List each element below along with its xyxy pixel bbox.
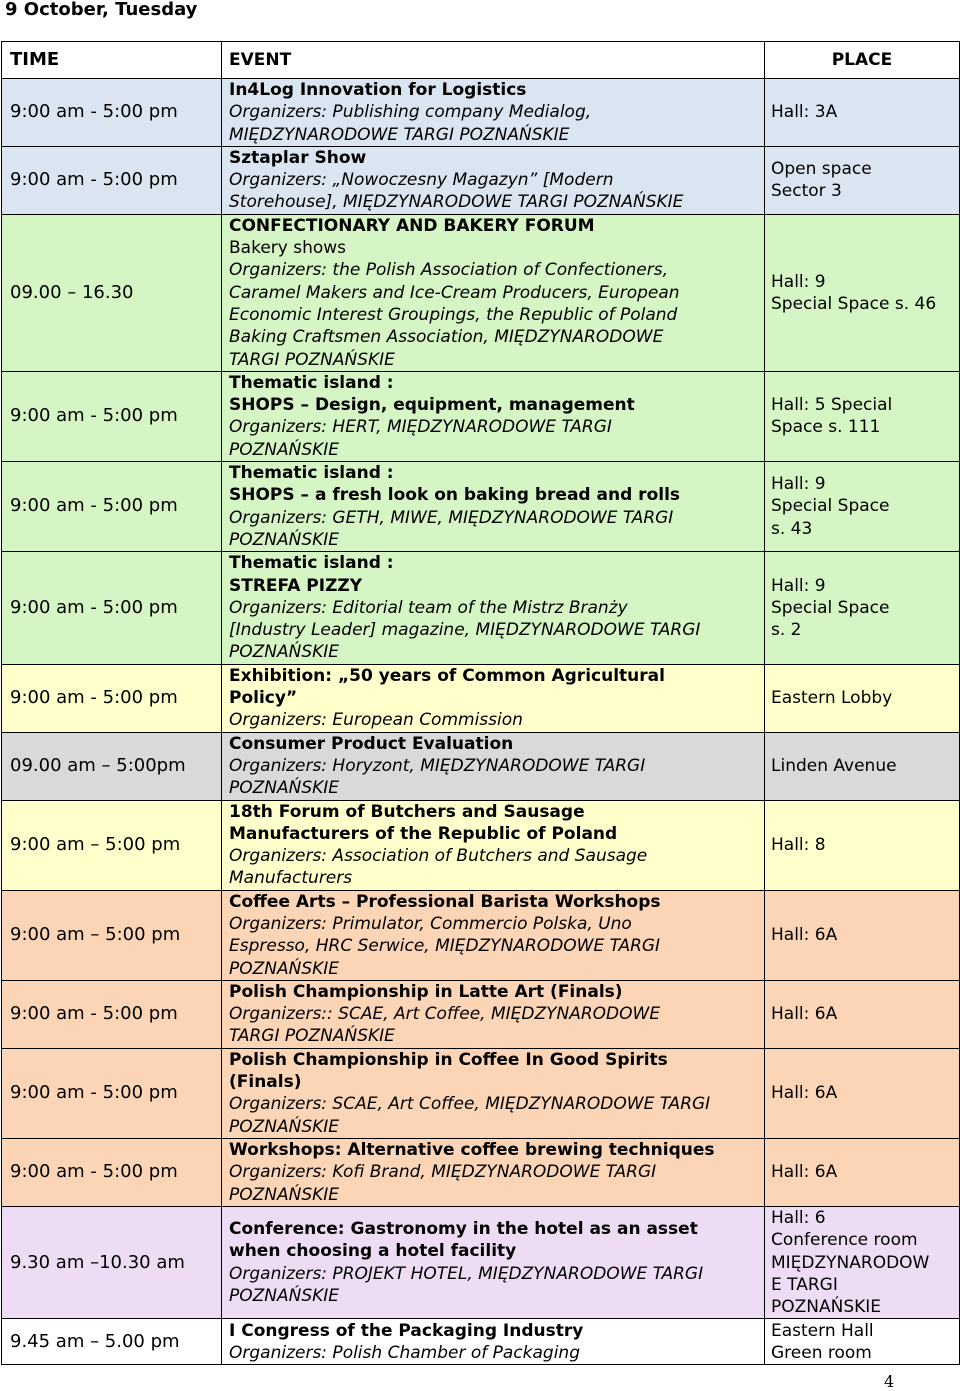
event-place bbox=[765, 890, 960, 980]
event-place bbox=[765, 664, 960, 732]
place-line: Eastern Hall bbox=[771, 1320, 874, 1341]
event-detail-line: Organizers: Association of Butchers and Sausage bbox=[229, 846, 648, 867]
event-detail-line: Organizers: SCAE, Art Coffee, MIĘDZYNARODOWE TARGI bbox=[229, 1094, 711, 1115]
event-detail-line: Organizers: „Nowoczesny Magazyn” [Modern bbox=[229, 170, 614, 191]
table-row bbox=[2, 371, 960, 461]
event-time: 9:00 am - 5:00 pm bbox=[2, 146, 222, 214]
header-event: EVENT bbox=[222, 42, 765, 79]
place-line: Special Space s. 46 bbox=[771, 293, 937, 314]
event-detail-line: Manufacturers bbox=[229, 868, 353, 889]
table-row bbox=[2, 664, 960, 732]
event-time: 9:00 am - 5:00 pm bbox=[2, 462, 222, 552]
event-time: 9:00 am - 5:00 pm bbox=[2, 371, 222, 461]
place-line: Hall: 6A bbox=[771, 1004, 838, 1025]
event-detail-line: when choosing a hotel facility bbox=[229, 1241, 517, 1262]
place-line: Hall: 9 bbox=[771, 474, 826, 495]
event-title-line: Conference: Gastronomy in the hotel as an asset bbox=[229, 1219, 698, 1240]
event-detail-line: Organizers:: SCAE, Art Coffee, MIĘDZYNARODOWE bbox=[229, 1004, 661, 1025]
table-row bbox=[2, 890, 960, 980]
event-detail-line: Organizers: Editorial team of the Mistrz Branży bbox=[229, 597, 628, 618]
place-line: Hall: 6A bbox=[771, 1083, 838, 1104]
event-detail-line: Baking Craftsmen Association, MIĘDZYNARODOWE bbox=[229, 327, 664, 348]
event-title-line: Exhibition: „50 years of Common Agricultural bbox=[229, 665, 665, 686]
event-detail-line: POZNAŃSKIE bbox=[229, 439, 340, 460]
table-header-row bbox=[2, 42, 960, 79]
event-title-line: Polish Championship in Coffee In Good Spirits bbox=[229, 1049, 668, 1070]
event-detail-line: POZNAŃSKIE bbox=[229, 529, 340, 550]
event-time: 9:00 am - 5:00 pm bbox=[2, 1138, 222, 1206]
event-cell bbox=[222, 371, 765, 461]
table-row bbox=[2, 732, 960, 800]
event-cell bbox=[222, 890, 765, 980]
event-time: 9.30 am –10.30 am bbox=[2, 1206, 222, 1318]
event-title-line: Workshops: Alternative coffee brewing techniques bbox=[229, 1140, 715, 1160]
event-title-line: Coffee Arts – Professional Barista Workshops bbox=[229, 891, 661, 912]
event-cell bbox=[222, 1138, 765, 1206]
event-cell bbox=[222, 1319, 765, 1365]
table-row bbox=[2, 214, 960, 371]
place-line: POZNAŃSKIE bbox=[771, 1297, 882, 1318]
event-time: 09.00 – 16.30 bbox=[2, 214, 222, 371]
schedule-table bbox=[1, 41, 960, 1365]
event-cell bbox=[222, 552, 765, 664]
event-detail-line: Organizers: Primulator, Commercio Polska, Uno bbox=[229, 913, 632, 934]
event-time: 09.00 am – 5:00pm bbox=[2, 732, 222, 800]
event-place bbox=[765, 371, 960, 461]
event-place bbox=[765, 1319, 960, 1365]
event-place bbox=[765, 462, 960, 552]
place-line: MIĘDZYNARODOW bbox=[771, 1252, 930, 1273]
place-line: Conference room bbox=[771, 1230, 918, 1251]
place-line: Hall: 6 bbox=[771, 1207, 826, 1228]
event-detail-line: Bakery shows bbox=[229, 238, 347, 259]
place-line: Special Space bbox=[771, 597, 890, 618]
event-detail-line: Caramel Makers and Ice-Cream Producers, European bbox=[229, 282, 680, 303]
event-place bbox=[765, 79, 960, 147]
event-detail-line: SHOPS – a fresh look on baking bread and rolls bbox=[229, 485, 681, 506]
event-title-line: CONFECTIONARY AND BAKERY FORUM bbox=[229, 215, 595, 236]
event-title-line: In4Log Innovation for Logistics bbox=[229, 80, 527, 100]
event-detail-line: Organizers: PROJEKT HOTEL, MIĘDZYNARODOWE TARGI bbox=[229, 1263, 704, 1284]
event-detail-line: Storehouse], MIĘDZYNARODOWE TARGI POZNAŃSKIE bbox=[229, 192, 684, 213]
event-title-line: Thematic island : bbox=[229, 553, 394, 574]
event-detail-line: Espresso, HRC Serwice, MIĘDZYNARODOWE TARGI bbox=[229, 936, 661, 957]
table-row bbox=[2, 1319, 960, 1365]
event-detail-line: POZNAŃSKIE bbox=[229, 642, 340, 663]
place-line: Hall: 5 Special bbox=[771, 395, 893, 416]
event-detail-line: POZNAŃSKIE bbox=[229, 1116, 340, 1137]
table-row bbox=[2, 146, 960, 214]
event-detail-line: POZNAŃSKIE bbox=[229, 778, 340, 799]
place-line: Special Space bbox=[771, 496, 890, 517]
event-time: 9:00 am - 5:00 pm bbox=[2, 79, 222, 147]
table-row bbox=[2, 1048, 960, 1138]
event-time: 9:00 am - 5:00 pm bbox=[2, 1048, 222, 1138]
event-title-line: Consumer Product Evaluation bbox=[229, 733, 514, 754]
event-detail-line: Organizers: Kofi Brand, MIĘDZYNARODOWE TARGI bbox=[229, 1162, 657, 1183]
place-line: Hall: 8 bbox=[771, 834, 826, 855]
day-title: 9 October, Tuesday bbox=[5, 0, 198, 20]
event-detail-line: TARGI POZNAŃSKIE bbox=[229, 1026, 395, 1047]
place-line: E TARGI bbox=[771, 1274, 838, 1295]
event-cell bbox=[222, 79, 765, 147]
event-detail-line: Organizers: Horyzont, MIĘDZYNARODOWE TARGI bbox=[229, 755, 646, 776]
event-cell bbox=[222, 214, 765, 371]
event-detail-line: Organizers: HERT, MIĘDZYNARODOWE TARGI bbox=[229, 417, 612, 438]
event-detail-line: SHOPS – Design, equipment, management bbox=[229, 395, 635, 416]
event-detail-line: Policy” bbox=[229, 688, 298, 709]
event-time: 9:00 am - 5:00 pm bbox=[2, 552, 222, 664]
place-line: Green room bbox=[771, 1342, 872, 1363]
event-detail-line: Economic Interest Groupings, the Republic of Poland bbox=[229, 304, 678, 325]
table-row bbox=[2, 552, 960, 664]
event-detail-line: POZNAŃSKIE bbox=[229, 1184, 340, 1205]
table-row bbox=[2, 980, 960, 1048]
place-line: Eastern Lobby bbox=[771, 688, 893, 709]
event-place bbox=[765, 1048, 960, 1138]
event-cell bbox=[222, 732, 765, 800]
event-place bbox=[765, 214, 960, 371]
event-cell bbox=[222, 146, 765, 214]
event-detail-line: Organizers: GETH, MIWE, MIĘDZYNARODOWE TARGI bbox=[229, 507, 674, 528]
event-cell bbox=[222, 1206, 765, 1318]
place-line: Hall: 9 bbox=[771, 575, 826, 596]
event-detail-line: POZNAŃSKIE bbox=[229, 1285, 340, 1306]
event-title-line: Polish Championship in Latte Art (Finals) bbox=[229, 981, 623, 1002]
event-place bbox=[765, 146, 960, 214]
event-title-line: Sztaplar Show bbox=[229, 147, 367, 168]
table-row bbox=[2, 79, 960, 147]
event-detail-line: Organizers: European Commission bbox=[229, 710, 523, 731]
table-row bbox=[2, 1138, 960, 1206]
place-line: s. 2 bbox=[771, 620, 802, 641]
event-title-line: 18th Forum of Butchers and Sausage bbox=[229, 801, 585, 822]
event-detail-line: STREFA PIZZY bbox=[229, 575, 363, 596]
event-place bbox=[765, 552, 960, 664]
event-time: 9:00 am - 5:00 pm bbox=[2, 980, 222, 1048]
event-detail-line: [Industry Leader] magazine, MIĘDZYNARODOWE TARGI bbox=[229, 620, 701, 641]
event-time: 9:00 am – 5:00 pm bbox=[2, 890, 222, 980]
event-detail-line: (Finals) bbox=[229, 1072, 302, 1093]
place-line: Space s. 111 bbox=[771, 417, 881, 438]
header-place: PLACE bbox=[765, 42, 960, 79]
place-line: Hall: 3A bbox=[771, 102, 838, 123]
event-place bbox=[765, 1138, 960, 1206]
place-line: Hall: 6A bbox=[771, 925, 838, 946]
event-cell bbox=[222, 1048, 765, 1138]
place-line: Hall: 6A bbox=[771, 1162, 838, 1183]
event-time: 9.45 am – 5.00 pm bbox=[2, 1319, 222, 1365]
event-title-line: Thematic island : bbox=[229, 372, 394, 393]
place-line: s. 43 bbox=[771, 518, 813, 539]
table-row bbox=[2, 462, 960, 552]
event-title-line: Thematic island : bbox=[229, 463, 394, 484]
place-line: Hall: 9 bbox=[771, 271, 826, 292]
event-time: 9:00 am - 5:00 pm bbox=[2, 664, 222, 732]
event-cell bbox=[222, 462, 765, 552]
place-line: Linden Avenue bbox=[771, 755, 897, 776]
event-place bbox=[765, 980, 960, 1048]
event-time: 9:00 am – 5:00 pm bbox=[2, 800, 222, 890]
event-detail-line: Organizers: the Polish Association of Confectioners, bbox=[229, 260, 668, 281]
table-row bbox=[2, 800, 960, 890]
header-time: TIME bbox=[2, 42, 222, 79]
page-number: 4 bbox=[884, 1372, 895, 1391]
event-place bbox=[765, 800, 960, 890]
place-line: Open space bbox=[771, 159, 872, 180]
event-title-line: I Congress of the Packaging Industry bbox=[229, 1320, 584, 1341]
event-detail-line: TARGI POZNAŃSKIE bbox=[229, 349, 395, 370]
event-cell bbox=[222, 664, 765, 732]
event-detail-line: Organizers: Polish Chamber of Packaging bbox=[229, 1342, 580, 1363]
event-detail-line: POZNAŃSKIE bbox=[229, 958, 340, 979]
event-detail-line: MIĘDZYNARODOWE TARGI POZNAŃSKIE bbox=[229, 124, 570, 145]
place-line: Sector 3 bbox=[771, 181, 842, 202]
event-cell bbox=[222, 800, 765, 890]
event-cell bbox=[222, 980, 765, 1048]
event-place bbox=[765, 732, 960, 800]
event-place bbox=[765, 1206, 960, 1318]
event-detail-line: Organizers: Publishing company Medialog, bbox=[229, 102, 592, 123]
table-row bbox=[2, 1206, 960, 1318]
event-detail-line: Manufacturers of the Republic of Poland bbox=[229, 823, 618, 844]
